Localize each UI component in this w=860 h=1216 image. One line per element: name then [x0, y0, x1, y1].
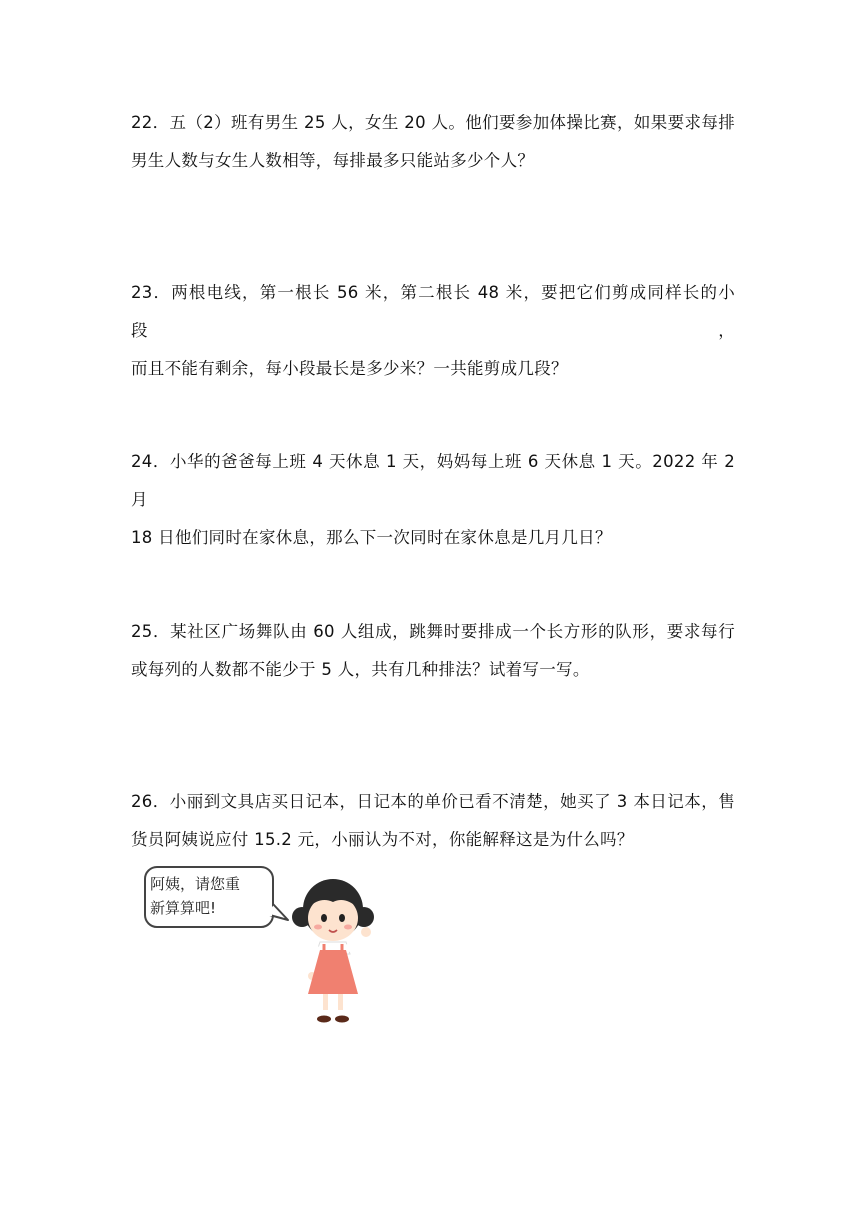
question-25	[131, 613, 735, 689]
question-23-line-1: 23．两根电线，第一根长 56 米，第二根长 48 米，要把它们剪成同样长的小段，	[131, 283, 735, 340]
question-24-line-1: 24．小华的爸爸每上班 4 天休息 1 天，妈妈每上班 6 天休息 1 天。2022 年 2 月	[131, 452, 735, 509]
question-26	[131, 783, 735, 859]
question-22-line-2: 男生人数与女生人数相等，每排最多只能站多少个人？	[131, 151, 535, 170]
question-22-line-1: 22．五（2）班有男生 25 人，女生 20 人。他们要参加体操比赛，如果要求每排	[131, 113, 735, 132]
question-25-line-1: 25．某社区广场舞队由 60 人组成，跳舞时要排成一个长方形的队形，要求每行	[131, 622, 735, 641]
girl-icon	[292, 879, 374, 1023]
question-26-line-1: 26．小丽到文具店买日记本，日记本的单价已看不清楚，她买了 3 本日记本，售	[131, 792, 735, 811]
question-26-line-2: 货员阿姨说应付 15.2 元，小丽认为不对，你能解释这是为什么吗？	[131, 830, 634, 849]
question-24	[131, 443, 735, 557]
question-23	[131, 274, 735, 388]
speech-bubble-line-2: 新算算吧!	[150, 899, 217, 917]
question-23-line-2: 而且不能有剩余，每小段最长是多少米？一共能剪成几段？	[131, 359, 568, 378]
speech-bubble-text	[150, 872, 270, 920]
question-24-line-2: 18 日他们同时在家休息，那么下一次同时在家休息是几月几日？	[131, 528, 612, 547]
speech-bubble-line-1: 阿姨，请您重	[150, 875, 241, 893]
question-22	[131, 104, 735, 180]
question-25-line-2: 或每列的人数都不能少于 5 人，共有几种排法？试着写一写。	[131, 660, 590, 679]
